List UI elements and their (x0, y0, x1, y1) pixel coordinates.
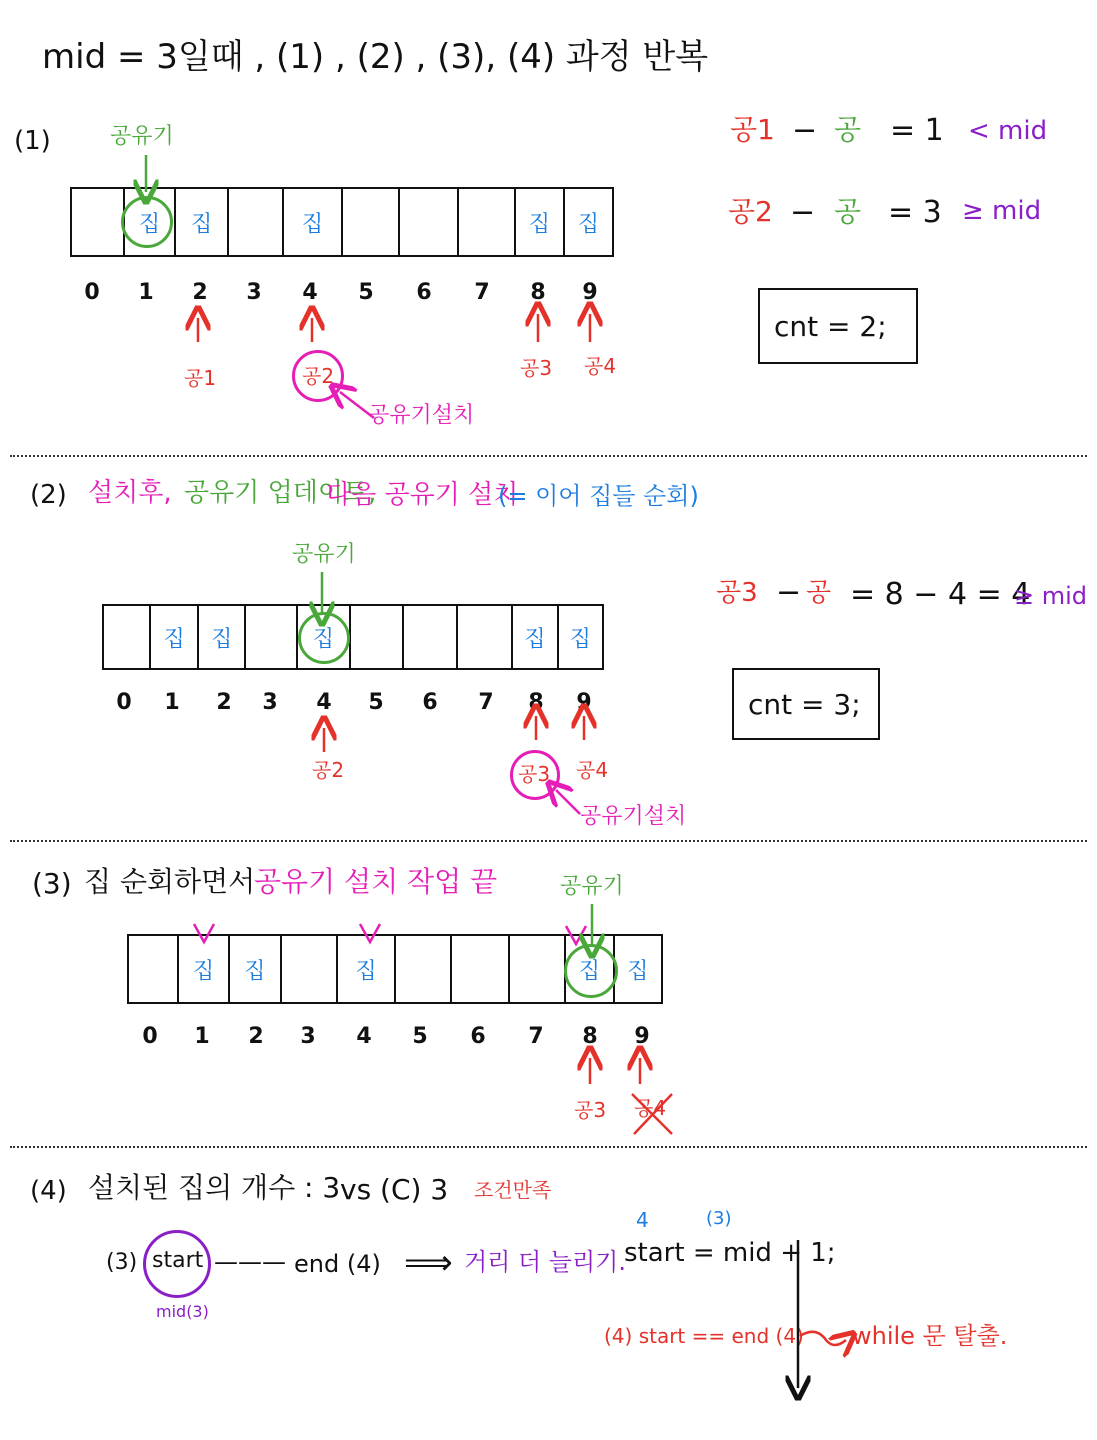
sec2-cnt: cnt = 3; (748, 687, 861, 721)
sec3-cell-8: 집 (566, 936, 614, 1002)
sec1-marker-1: 공1 (184, 366, 217, 390)
idx: 4 (356, 1024, 372, 1049)
sec1-cell-9: 집 (577, 211, 600, 237)
idx: 8 (528, 690, 544, 715)
idx: 1 (164, 690, 180, 715)
sec2-label: (2) (30, 480, 67, 510)
sec4-vs: vs (C) 3 (340, 1173, 449, 1206)
eq-rest: = 3 (888, 195, 942, 230)
sec3-cell-9: 집 (627, 958, 649, 984)
idx: 9 (582, 280, 598, 305)
idx: 2 (192, 280, 208, 305)
sec4-num-3: (3) (706, 1208, 732, 1229)
eq-compare: < mid (968, 116, 1048, 146)
sec3-check-3 (566, 926, 586, 944)
sec1-cell-2: 집 (176, 189, 229, 255)
idx: 8 (530, 280, 546, 305)
idx: 5 (412, 1024, 428, 1049)
page-title: mid = 3일때 , (1) , (2) , (3), (4) 과정 반복 (42, 37, 709, 77)
sec4-result: 거리 더 늘리기. (464, 1248, 626, 1276)
idx: 3 (300, 1024, 316, 1049)
eq-term: 공2 (728, 195, 773, 228)
sec1-marker-3: 공3 (520, 356, 553, 380)
sec4-label: (4) (30, 1176, 67, 1206)
idx: 6 (422, 690, 438, 715)
idx: 3 (246, 280, 262, 305)
sec2-install-label: 공유기설치 (580, 804, 687, 829)
idx: 0 (116, 690, 132, 715)
sec2-cell-1: 집 (151, 606, 198, 668)
sec4-condition: 조건만족 (474, 1178, 552, 1202)
eq-rest: = 1 (890, 113, 944, 148)
idx: 7 (474, 280, 490, 305)
sec3-head-a: 집 순회하면서 (84, 865, 256, 898)
sec1-install-arrow (340, 392, 374, 418)
sec4-exit-arrow (800, 1332, 846, 1345)
eq-compare: ≥ mid (962, 196, 1042, 226)
idx: 7 (478, 690, 494, 715)
sec3-cell-4: 집 (338, 936, 396, 1002)
sec1-cell-8: 집 (516, 189, 565, 255)
eq-term: 공1 (730, 113, 775, 146)
sec2-marker-2: 공2 (312, 758, 345, 782)
sec4-start: start (152, 1248, 204, 1273)
sec2-marker-3: 공3 (518, 762, 551, 786)
eq-term: 공 (834, 113, 862, 146)
sec2-cell-9: 집 (569, 626, 591, 652)
idx: 3 (262, 690, 278, 715)
sec2-head-d: (= 이어 집들 순회) (498, 482, 699, 510)
sec2-router-label: 공유기 (292, 542, 356, 567)
sec2-head-a: 설치후, (88, 478, 172, 508)
eq-term: 공 (834, 195, 862, 228)
sec2-cell-8: 집 (513, 606, 558, 668)
sec2-marker-4: 공4 (576, 758, 609, 782)
sec4-loop-end: (4) start == end (4) (604, 1324, 804, 1348)
sec2-head-c: 다음 공유기 설치 (326, 480, 519, 510)
sec4-end: end (4) (294, 1250, 381, 1278)
idx: 2 (248, 1024, 264, 1049)
sec1-router-label: 공유기 (110, 124, 174, 149)
idx: 6 (470, 1024, 486, 1049)
idx: 8 (582, 1024, 598, 1049)
eq-minus: − (792, 113, 818, 148)
idx: 0 (142, 1024, 158, 1049)
idx: 5 (358, 280, 374, 305)
idx: 9 (576, 690, 592, 715)
sec4-line1: 설치된 집의 개수 : 3 (88, 1171, 341, 1204)
idx: 1 (194, 1024, 210, 1049)
sec1-marker-2: 공2 (302, 364, 335, 388)
sec1-cell-1: 집 (125, 189, 176, 255)
idx: 7 (528, 1024, 544, 1049)
idx: 2 (216, 690, 232, 715)
sec1-cell-4: 집 (284, 189, 343, 255)
idx: 6 (416, 280, 432, 305)
sec3-check-2 (360, 924, 380, 942)
sec2-install-arrow (556, 790, 580, 814)
sec1-label: (1) (14, 126, 51, 156)
sec2-cell-4: 집 (298, 606, 351, 668)
sec1-marker-4: 공4 (584, 354, 617, 378)
sec4-assign: start = mid + 1; (624, 1238, 836, 1268)
sec1-install-label: 공유기설치 (368, 403, 475, 428)
idx: 4 (316, 690, 332, 715)
sec4-mid-label: mid(3) (156, 1302, 209, 1321)
sec4-implies-arrow: ⟹ (404, 1243, 453, 1283)
sec4-num-4: 4 (636, 1208, 649, 1232)
idx: 1 (138, 280, 154, 305)
eq-term: 공3 (716, 578, 758, 608)
sec4-exit: while 문 탈출. (852, 1322, 1008, 1350)
sec3-cell-1: 집 (179, 936, 229, 1002)
idx: 9 (634, 1024, 650, 1049)
sec3-check-1 (194, 924, 214, 942)
eq-minus: − (776, 575, 802, 610)
eq-minus: − (790, 195, 816, 230)
idx: 4 (302, 280, 318, 305)
sec4-start-pre: (3) (106, 1250, 138, 1275)
sec3-label: (3) (32, 867, 72, 900)
eq-term: 공 (806, 578, 832, 608)
sec3-marker-3: 공3 (574, 1098, 607, 1122)
sec3-head-b: 공유기 설치 작업 끝 (254, 865, 498, 898)
eq-compare: ≥ mid (1014, 582, 1088, 610)
sec1-cnt: cnt = 2; (774, 309, 887, 343)
idx: 0 (84, 280, 100, 305)
sec3-router-label: 공유기 (560, 874, 624, 899)
idx: 5 (368, 690, 384, 715)
eq-rest: = 8 − 4 = 4 (850, 577, 1031, 612)
sec4-dash: ——— (214, 1248, 286, 1276)
sec3-cell-2: 집 (230, 936, 282, 1002)
sec3-marker-4-crossed: 공4 (634, 1096, 667, 1120)
sec2-cell-2: 집 (199, 606, 246, 668)
sec2-head-b: 공유기 업데이트, (184, 478, 377, 508)
